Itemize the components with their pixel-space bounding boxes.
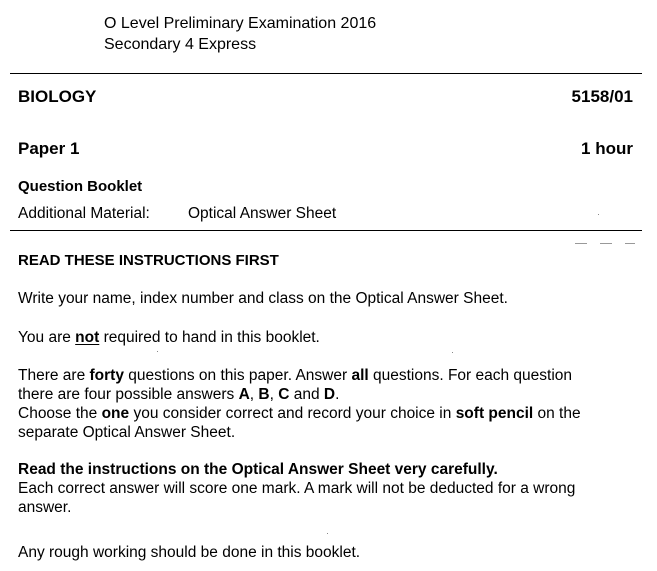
top-divider xyxy=(10,73,642,74)
scan-speck xyxy=(452,352,453,353)
instruction-line-5: Any rough working should be done in this booklet. xyxy=(18,544,361,561)
subject-code: 5158/01 xyxy=(571,87,633,106)
exam-level: Secondary 4 Express xyxy=(104,36,257,53)
scan-speck xyxy=(598,214,599,215)
booklet-title: Question Booklet xyxy=(18,178,143,195)
subject-name: BIOLOGY xyxy=(18,87,97,106)
scan-mark-3 xyxy=(625,243,635,244)
scan-speck xyxy=(157,351,158,352)
scan-mark-2 xyxy=(600,243,612,244)
additional-material-label: Additional Material: xyxy=(18,205,150,222)
middle-divider xyxy=(10,230,642,231)
exam-title: O Level Preliminary Examination 2016 xyxy=(104,15,377,32)
additional-material-value: Optical Answer Sheet xyxy=(188,205,337,222)
paper-name: Paper 1 xyxy=(18,139,80,158)
not-emphasis: not xyxy=(75,329,100,346)
paper-duration: 1 hour xyxy=(581,139,633,158)
instruction-line-1: Write your name, index number and class on the Optical Answer Sheet. xyxy=(18,290,508,307)
instruction-line-2: You are not required to hand in this booklet. xyxy=(18,329,320,346)
instruction-paragraph-4: Read the instructions on the Optical Answer Sheet very carefully. Each correct answer will score one mark. A mark will not be deducted for a wrong answer. xyxy=(18,461,576,516)
scan-mark-1 xyxy=(575,243,587,244)
instruction-paragraph-3: There are forty questions on this paper. Answer all questions. For each question there are four possible answers A, B, C and D. Choose the one you consider correct and record your choice in soft pencil on the separate Optical Answer Sheet. xyxy=(18,367,581,441)
scan-speck xyxy=(327,533,328,534)
instructions-heading: READ THESE INSTRUCTIONS FIRST xyxy=(18,252,279,269)
